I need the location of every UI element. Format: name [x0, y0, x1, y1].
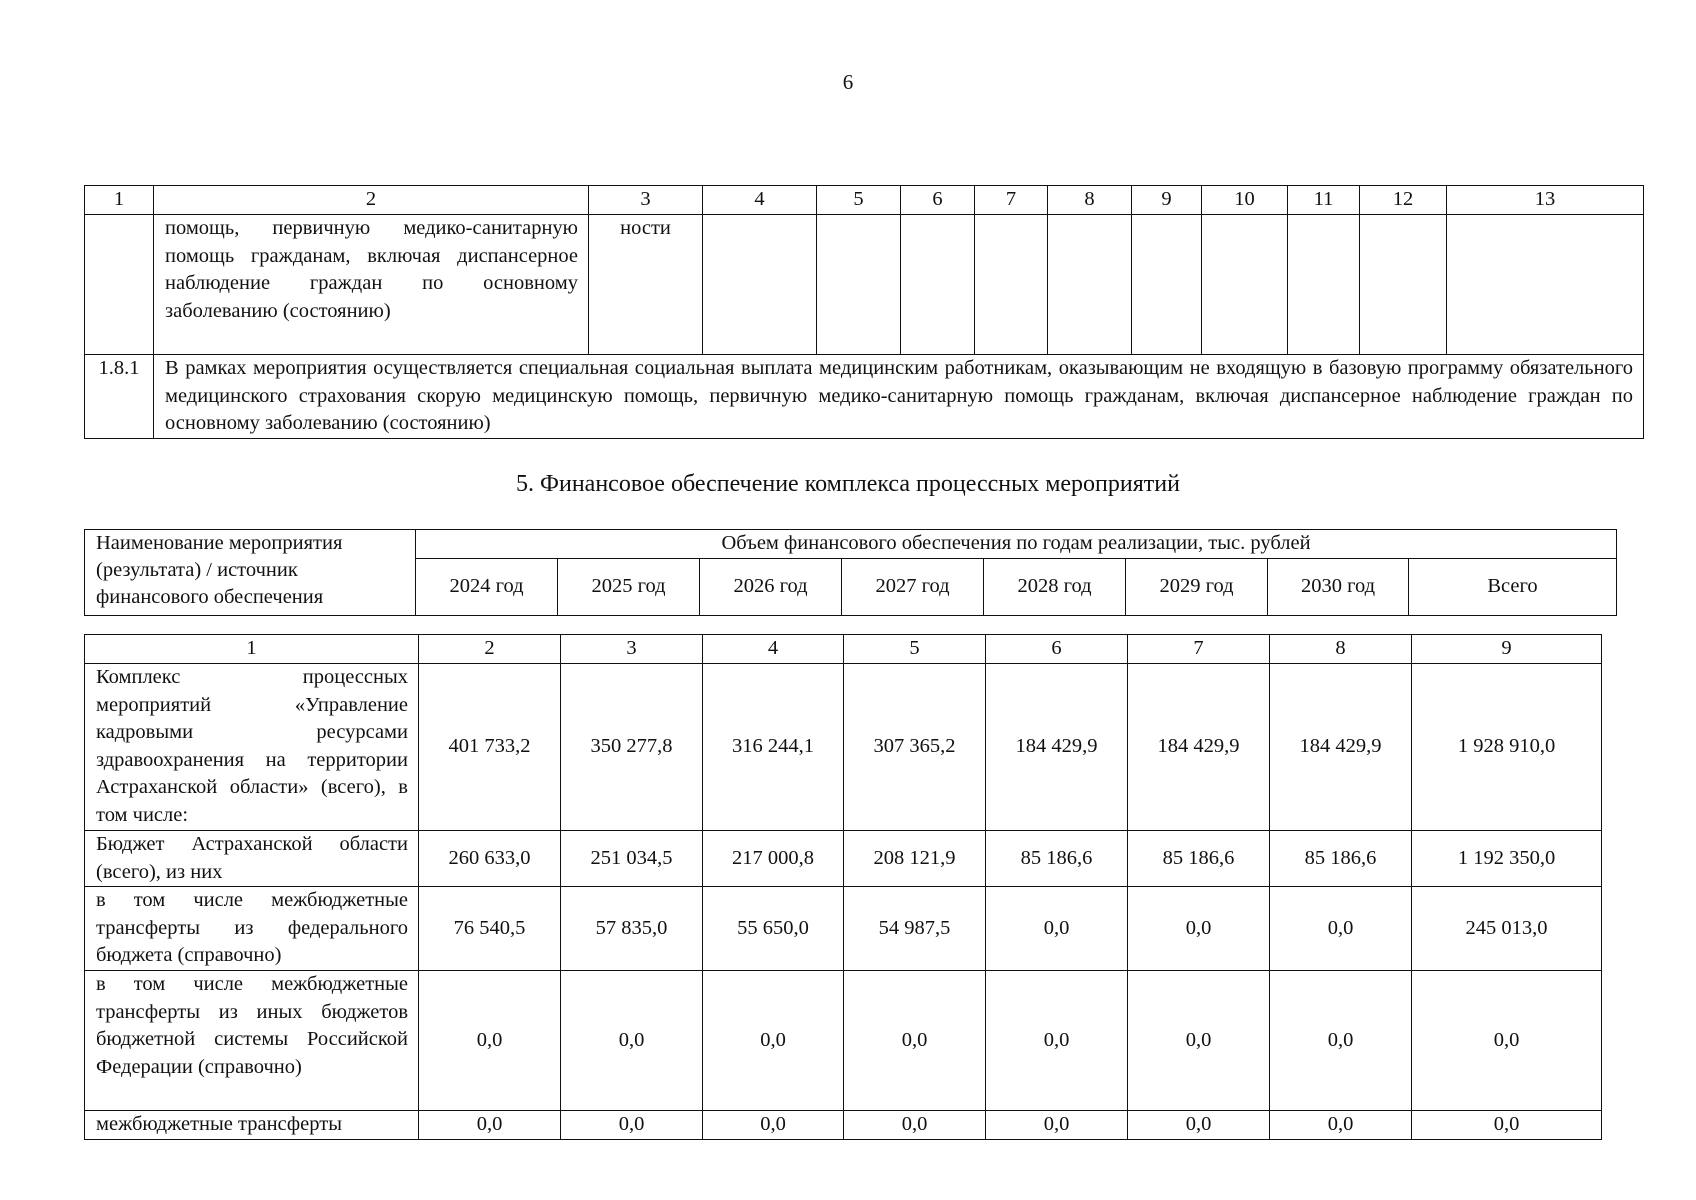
column-number: 4	[703, 635, 844, 664]
total-value-cell: 1 928 910,0	[1412, 664, 1602, 831]
value-cell: 0,0	[1270, 887, 1412, 971]
year-header: 2029 год	[1126, 559, 1268, 616]
total-header: Всего	[1409, 559, 1617, 616]
event-description-cell: помощь, первичную медико-санитарную помощь гражданам, включая диспансерное наблюдение граждан по основному заболеванию (состоянию)	[154, 215, 589, 355]
value-cell: 401 733,2	[419, 664, 561, 831]
financing-column-numbers-row	[85, 635, 1602, 664]
year-header: 2027 год	[842, 559, 984, 616]
value-cell: 57 835,0	[561, 887, 703, 971]
table-cell: ности	[589, 215, 703, 355]
total-value-cell: 0,0	[1412, 1111, 1602, 1140]
value-cell: 184 429,9	[986, 664, 1128, 831]
value-cell: 0,0	[844, 971, 986, 1111]
column-number: 8	[1048, 186, 1132, 215]
value-cell: 0,0	[1128, 887, 1270, 971]
value-cell: 0,0	[1270, 1111, 1412, 1140]
source-name-cell: в том числе межбюджетные трансферты из иных бюджетов бюджетной системы Российской Федерации (справочно)	[85, 971, 419, 1111]
column-number: 10	[1202, 186, 1288, 215]
value-cell: 208 121,9	[844, 831, 986, 887]
table-row	[85, 664, 1602, 831]
table-row	[85, 971, 1602, 1111]
table-cell	[85, 215, 154, 355]
source-name-cell: Комплекс процессных мероприятий «Управление кадровыми ресурсами здравоохранения на территории Астраханской области» (всего), в том числе:	[85, 664, 419, 831]
financing-volume-header: Объем финансового обеспечения по годам реализации, тыс. рублей	[416, 530, 1617, 559]
financing-header-row	[85, 530, 1617, 559]
value-cell: 184 429,9	[1128, 664, 1270, 831]
value-cell: 0,0	[561, 1111, 703, 1140]
table-cell	[817, 215, 901, 355]
value-cell: 0,0	[986, 887, 1128, 971]
column-number: 7	[1128, 635, 1270, 664]
column-number: 12	[1360, 186, 1447, 215]
table-cell	[901, 215, 975, 355]
column-number: 9	[1132, 186, 1202, 215]
total-value-cell: 245 013,0	[1412, 887, 1602, 971]
events-table	[84, 185, 1644, 439]
value-cell: 0,0	[844, 1111, 986, 1140]
value-cell: 0,0	[419, 971, 561, 1111]
value-cell: 55 650,0	[703, 887, 844, 971]
table-cell	[703, 215, 817, 355]
column-number: 1	[85, 635, 419, 664]
column-number: 5	[817, 186, 901, 215]
table-row	[85, 215, 1644, 355]
column-number: 9	[1412, 635, 1602, 664]
value-cell: 0,0	[419, 1111, 561, 1140]
year-header: 2030 год	[1268, 559, 1409, 616]
column-number: 2	[419, 635, 561, 664]
table-cell	[1447, 215, 1644, 355]
value-cell: 85 186,6	[1128, 831, 1270, 887]
column-number: 7	[975, 186, 1048, 215]
year-header: 2024 год	[416, 559, 558, 616]
value-cell: 0,0	[703, 1111, 844, 1140]
table-row	[85, 831, 1602, 887]
financing-header-table	[84, 529, 1617, 616]
row-number-cell: 1.8.1	[85, 355, 154, 439]
year-header: 2026 год	[700, 559, 842, 616]
table-row	[85, 887, 1602, 971]
value-cell: 0,0	[703, 971, 844, 1111]
table-cell	[975, 215, 1048, 355]
value-cell: 307 365,2	[844, 664, 986, 831]
event-note-cell: В рамках мероприятия осуществляется специальная социальная выплата медицинским работникам, оказывающим не входящую в базовую программу обязательного медицинского страхования скорую медицинскую помощь, первичную медико-санитарную помощь гражданам, включая диспансерное наблюдение граждан по основному заболеванию (состоянию)	[154, 355, 1644, 439]
table-row	[85, 1111, 1602, 1140]
column-number: 4	[703, 186, 817, 215]
column-number: 3	[561, 635, 703, 664]
column-number: 2	[154, 186, 589, 215]
column-number: 8	[1270, 635, 1412, 664]
value-cell: 316 244,1	[703, 664, 844, 831]
total-value-cell: 1 192 350,0	[1412, 831, 1602, 887]
events-table-header-row	[85, 186, 1644, 215]
table-row	[85, 355, 1644, 439]
column-number: 6	[901, 186, 975, 215]
value-cell: 350 277,8	[561, 664, 703, 831]
value-cell: 54 987,5	[844, 887, 986, 971]
column-number: 11	[1288, 186, 1360, 215]
column-number: 3	[589, 186, 703, 215]
value-cell: 0,0	[1270, 971, 1412, 1111]
value-cell: 76 540,5	[419, 887, 561, 971]
column-number: 6	[986, 635, 1128, 664]
table-cell	[1360, 215, 1447, 355]
table-cell	[1202, 215, 1288, 355]
value-cell: 0,0	[1128, 1111, 1270, 1140]
value-cell: 85 186,6	[986, 831, 1128, 887]
value-cell: 184 429,9	[1270, 664, 1412, 831]
section-heading: 5. Финансовое обеспечение комплекса процессных мероприятий	[516, 471, 1180, 497]
value-cell: 0,0	[986, 971, 1128, 1111]
source-name-cell: в том числе межбюджетные трансферты из федерального бюджета (справочно)	[85, 887, 419, 971]
year-header: 2028 год	[984, 559, 1126, 616]
page-number: 6	[842, 70, 854, 94]
value-cell: 251 034,5	[561, 831, 703, 887]
table-cell	[1132, 215, 1202, 355]
event-name-header: Наименование мероприятия (результата) / источник финансового обеспечения	[85, 530, 416, 616]
column-number: 1	[85, 186, 154, 215]
year-header: 2025 год	[558, 559, 700, 616]
financing-data-table	[84, 634, 1602, 1140]
table-cell	[1288, 215, 1360, 355]
value-cell: 0,0	[561, 971, 703, 1111]
value-cell: 217 000,8	[703, 831, 844, 887]
value-cell: 260 633,0	[419, 831, 561, 887]
source-name-cell: межбюджетные трансферты	[85, 1111, 419, 1140]
value-cell: 0,0	[986, 1111, 1128, 1140]
column-number: 13	[1447, 186, 1644, 215]
table-cell	[1048, 215, 1132, 355]
value-cell: 0,0	[1128, 971, 1270, 1111]
column-number: 5	[844, 635, 986, 664]
value-cell: 85 186,6	[1270, 831, 1412, 887]
total-value-cell: 0,0	[1412, 971, 1602, 1111]
source-name-cell: Бюджет Астраханской области (всего), из них	[85, 831, 419, 887]
